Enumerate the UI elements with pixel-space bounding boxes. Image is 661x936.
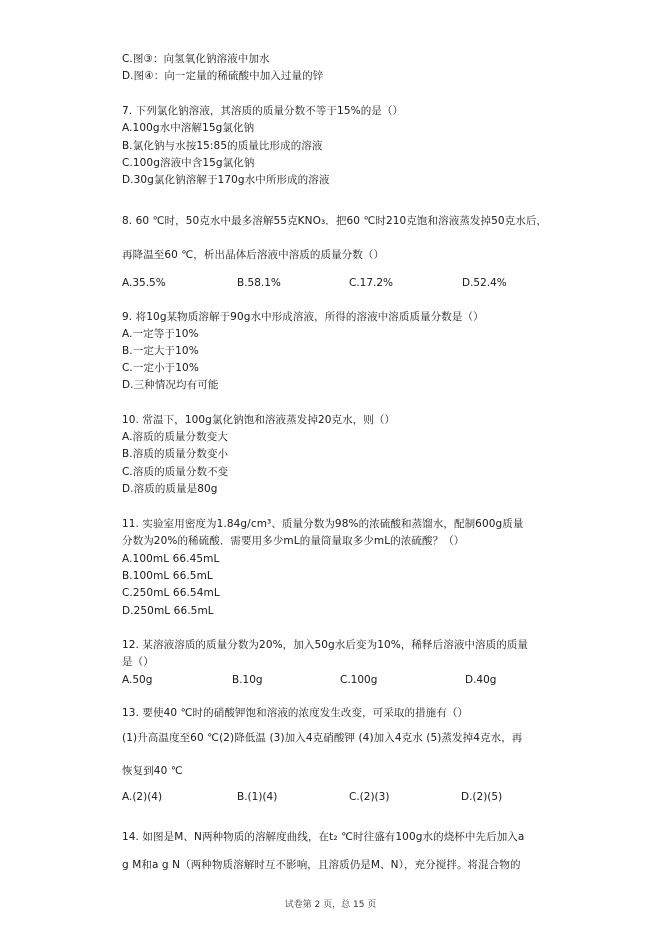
q12-option-d: D.40g	[465, 674, 497, 686]
q11-option-d: D.250mL 66.5mL	[122, 605, 214, 617]
q11-option-a: A.100mL 66.45mL	[122, 553, 220, 565]
q10-option-a: A.溶质的质量分数变大	[122, 431, 228, 443]
q8-option-b: B.58.1%	[237, 277, 281, 289]
question-8-stem-line1: 8. 60 ℃时，50克水中最多溶解55克KNO₃．把60 ℃时210克饱和溶液蒸发掉50克水后，	[122, 215, 548, 227]
q12-option-b: B.10g	[232, 674, 263, 686]
q11-option-c: C.250mL 66.54mL	[122, 587, 220, 599]
q8-option-c: C.17.2%	[349, 277, 394, 289]
q9-option-c: C.一定小于10%	[122, 362, 199, 374]
question-11-stem-line2: 分数为20%的稀硫酸．需要用多少mL的量筒量取多少mL的浓硫酸？（）	[122, 535, 465, 547]
q8-option-d: D.52.4%	[462, 277, 507, 289]
question-8-stem-line2: 再降温至60 ℃，析出晶体后溶液中溶质的质量分数（）	[122, 249, 385, 261]
question-12-stem-line2: 是（）	[122, 656, 154, 668]
q13-option-b: B.(1)(4)	[237, 791, 278, 803]
q10-option-c: C.溶质的质量分数不变	[122, 466, 229, 478]
question-10-stem: 10. 常温下，100g氯化钠饱和溶液蒸发掉20克水，则（）	[122, 414, 396, 426]
option-c-text: C.图③：向氢氧化钠溶液中加水	[122, 53, 270, 65]
q13-option-d: D.(2)(5)	[461, 791, 503, 803]
question-9-stem: 9. 将10g某物质溶解于90g水中形成溶液，所得的溶液中溶质质量分数是（）	[122, 311, 484, 323]
q9-option-a: A.一定等于10%	[122, 328, 199, 340]
q12-option-a: A.50g	[122, 674, 153, 686]
q9-option-b: B.一定大于10%	[122, 345, 199, 357]
q7-option-c: C.100g溶液中含15g氯化钠	[122, 157, 255, 169]
q8-option-a: A.35.5%	[122, 277, 166, 289]
q13-option-c: C.(2)(3)	[349, 791, 390, 803]
q9-option-d: D.三种情况均有可能	[122, 379, 219, 391]
question-14-stem-line2: g M和a g N（两种物质溶解时互不影响，且溶质仍是M、N），充分搅拌。将混合物的	[122, 859, 521, 871]
q12-option-c: C.100g	[340, 674, 378, 686]
question-12-stem-line1: 12. 某溶液溶质的质量分数为20%，加入50g水后变为10%，稀释后溶液中溶质的质量	[122, 639, 529, 651]
q11-option-b: B.100mL 66.5mL	[122, 570, 213, 582]
q7-option-a: A.100g水中溶解15g氯化钠	[122, 122, 255, 134]
question-11-stem-line1: 11. 实验室用密度为1.84g/cm³、质量分数为98%的浓硫酸和蒸馏水，配制600g质量	[122, 518, 524, 530]
question-13-line3: 恢复到40 ℃	[122, 765, 183, 777]
q7-option-d: D.30g氯化钠溶解于170g水中所形成的溶液	[122, 174, 330, 186]
page-footer: 试卷第 2 页，总 15 页	[284, 900, 377, 910]
q10-option-d: D.溶质的质量是80g	[122, 483, 218, 495]
q10-option-b: B.溶质的质量分数变小	[122, 448, 229, 460]
option-d-text: D.图④：向一定量的稀硫酸中加入过量的锌	[122, 70, 324, 82]
q13-option-a: A.(2)(4)	[122, 791, 163, 803]
question-13-line2: (1)升高温度至60 ℃(2)降低温 (3)加入4克硝酸钾 (4)加入4克水 (5)蒸发掉4克水，再	[122, 732, 523, 744]
question-7-stem: 7. 下列氯化钠溶液，其溶质的质量分数不等于15%的是（）	[122, 105, 404, 117]
question-14-stem-line1: 14. 如图是M、N两种物质的溶解度曲线，在t₂ ℃时往盛有100g水的烧杯中先后加入a	[122, 831, 525, 843]
q7-option-b: B.氯化钠与水按15:85的质量比形成的溶液	[122, 140, 323, 152]
question-13-stem: 13. 要使40 ℃时的硝酸钾饱和溶液的浓度发生改变，可采取的措施有（）	[122, 707, 469, 719]
